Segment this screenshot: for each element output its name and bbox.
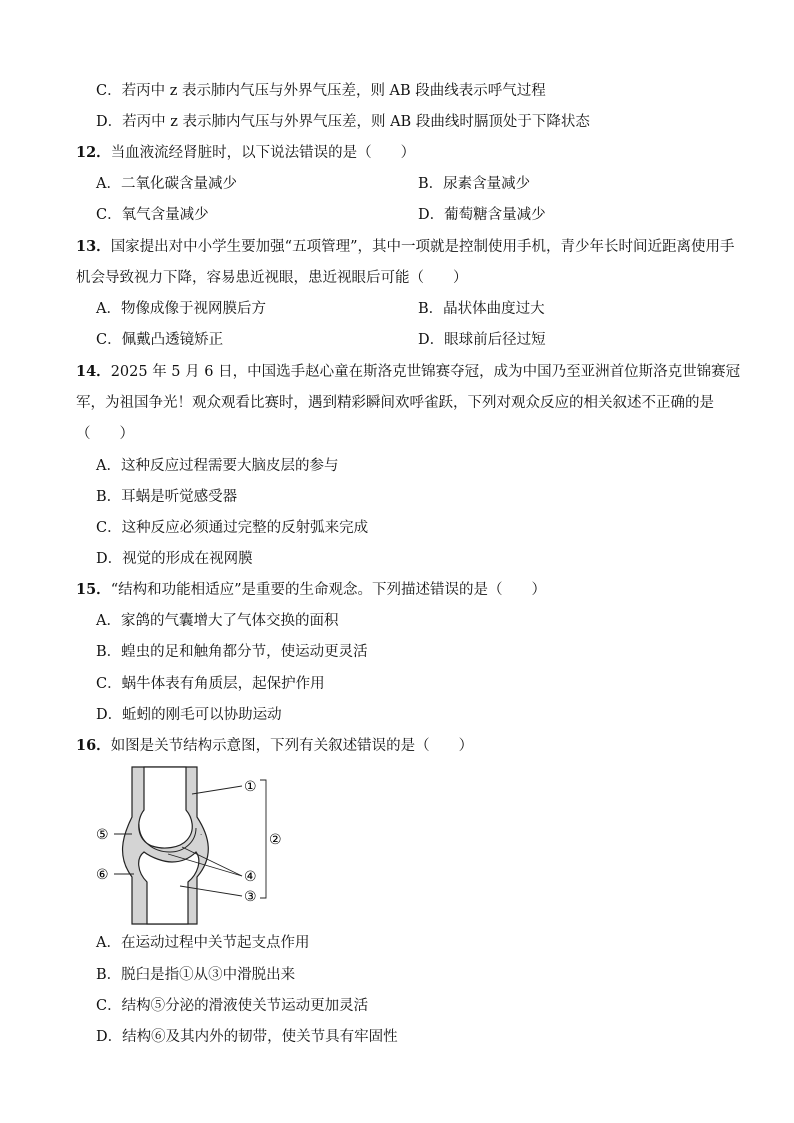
q13-option-a: A．物像成像于视网膜后方 [96,301,266,317]
q12-option-d: D．葡萄糖含量减少 [418,207,546,223]
q14-option-d: D．视觉的形成在视网膜 [96,551,253,567]
q14-stem-line1 [76,362,740,382]
q16-number: 16． [76,737,111,754]
label-4: ④ [244,869,257,885]
q14-option-c: C．这种反应必须通过完整的反射弧来完成 [96,520,369,536]
q12-option-c: C．氧气含量减少 [96,207,209,223]
q16-option-a: A．在运动过程中关节起支点作用 [96,935,310,951]
q16-option-c: C．结构⑤分泌的滑液使关节运动更加灵活 [96,998,369,1014]
label-2-bracket [260,780,266,898]
q12-option-b: B．尿素含量减少 [418,176,531,192]
q16-stem-text: 如图是关节结构示意图，下列有关叙述错误的是（ ） [110,738,474,754]
q14-option-a: A．这种反应过程需要大脑皮层的参与 [96,458,339,474]
label-3: ③ [244,889,257,905]
q11-option-c: C．若丙中 z 表示肺内气压与外界气压差，则 AB 段曲线表示呼气过程 [96,83,546,99]
q15-option-c: C．蜗牛体表有角质层，起保护作用 [96,676,325,692]
q13-stem-line2: 机会导致视力下降，容易患近视眼，患近视眼后可能（ ） [76,270,468,286]
label-2: ② [269,832,282,848]
q12-number: 12． [76,144,111,161]
q15-option-d: D．蚯蚓的刚毛可以协助运动 [96,707,282,723]
q15-stem [76,580,546,600]
q15-option-b: B．蝗虫的足和触角都分节，使运动更灵活 [96,644,368,660]
q12-option-a: A．二氧化碳含量减少 [96,176,237,192]
q13-option-c: C．佩戴凸透镜矫正 [96,332,224,348]
q16-stem [76,736,473,756]
joint-structure-diagram [92,762,302,927]
q14-option-b: B．耳蜗是听觉感受器 [96,489,238,505]
q11-option-d: D．若丙中 z 表示肺内气压与外界气压差，则 AB 段曲线时膈顶处于下降状态 [96,114,590,130]
q15-number: 15． [76,581,111,598]
q14-stem-text: 2025 年 5 月 6 日，中国选手赵心童在斯洛克世锦赛夺冠，成为中国乃至亚洲首位斯洛克世锦赛冠 [110,364,741,380]
q16-option-d: D．结构⑥及其内外的韧带，使关节具有牢固性 [96,1029,398,1045]
upper-bone [139,767,193,848]
q14-stem-line2: 军，为祖国争光！观众观看比赛时，遇到精彩瞬间欢呼雀跃，下列对观众反应的相关叙述不正确的是 [76,395,714,411]
label-5: ⑤ [96,827,109,843]
label-6: ⑥ [96,867,109,883]
q16-option-b: B．脱臼是指①从③中滑脱出来 [96,967,296,983]
q13-stem-text: 国家提出对中小学生要加强“五项管理”，其中一项就是控制使用手机，青少年长时间近距离使用手 [110,239,735,255]
label-1: ① [244,779,257,795]
q14-stem-line3: （ ） [76,426,134,442]
q13-stem-line1 [76,237,735,257]
q13-option-d: D．眼球前后径过短 [418,332,546,348]
q13-number: 13． [76,238,111,255]
q14-number: 14． [76,363,111,380]
q12-stem [76,143,415,163]
q15-option-a: A．家鸽的气囊增大了气体交换的面积 [96,613,339,629]
svg-text:·: · [200,831,203,839]
q12-stem-text: 当血液流经肾脏时，以下说法错误的是（ ） [110,145,416,161]
q13-option-b: B．晶状体曲度过大 [418,301,545,317]
q15-stem-text: “结构和功能相适应”是重要的生命观念。下列描述错误的是（ ） [110,582,547,598]
